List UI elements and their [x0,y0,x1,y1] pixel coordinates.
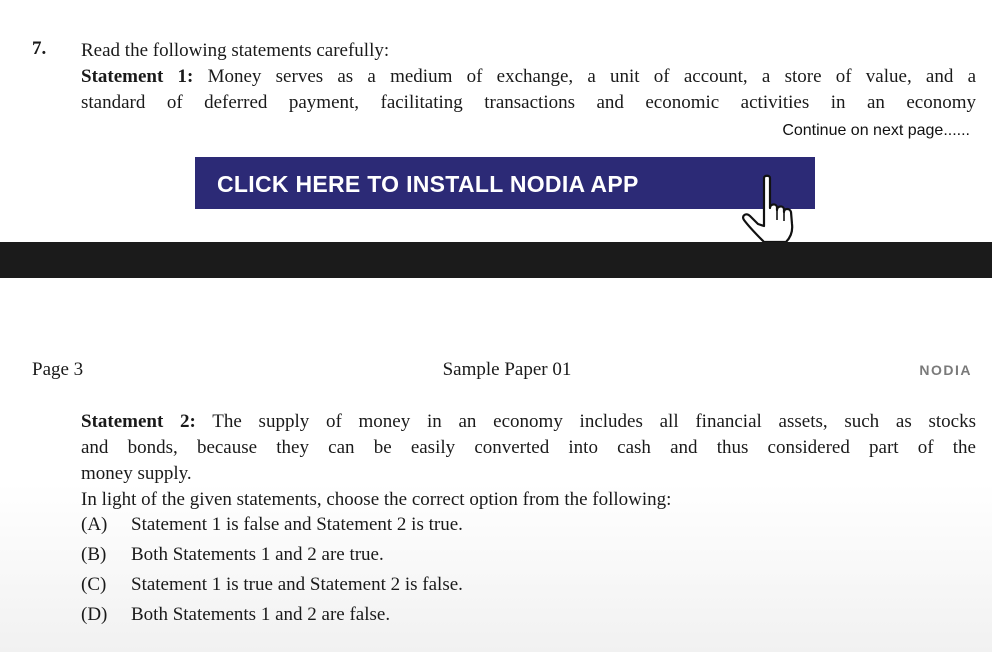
hand-pointer-icon [738,174,804,244]
option-letter: (B) [81,544,107,565]
statement2-block [81,409,976,513]
install-app-button[interactable]: CLICK HERE TO INSTALL NODIA APP [195,157,815,209]
page-separator [0,242,992,278]
option-c [81,572,463,602]
option-letter: (A) [81,514,108,535]
question-body [81,38,976,116]
page-top [0,0,992,242]
statement2-label: Statement 2: [81,411,196,432]
continue-note: Continue on next page...... [782,122,970,139]
paper-title: Sample Paper 01 [442,359,572,380]
option-text: Both Statements 1 and 2 are true. [131,544,384,565]
question-number: 7. [32,38,47,59]
question-prompt: In light of the given statements, choose the correct option from the following: [81,489,672,510]
statement2-text-1: The supply of money in an economy includes all financial assets, such as stocks [212,411,976,432]
statement2-line2: and bonds, because they can be easily converted into cash and thus considered part of the [81,437,976,458]
option-text: Statement 1 is true and Statement 2 is false. [131,574,463,595]
option-text: Statement 1 is false and Statement 2 is true. [131,514,463,535]
option-text: Both Statements 1 and 2 are false. [131,604,391,625]
statement2-line1 [81,409,976,435]
statement1-line2: standard of deferred payment, facilitating transactions and economic activities in an economy [81,92,976,113]
question-intro: Read the following statements carefully: [81,40,390,61]
statement1-text-1: Money serves as a medium of exchange, a unit of account, a store of value, and a [207,66,977,87]
option-b [81,542,463,572]
option-letter: (C) [81,574,107,595]
statement1-label: Statement 1: [81,66,194,87]
option-letter: (D) [81,604,108,625]
answer-options [81,512,463,632]
page-number: Page 3 [32,359,84,380]
option-d [81,602,463,632]
option-a [81,512,463,542]
statement2-line3: money supply. [81,463,192,484]
statement1-line1 [81,64,976,90]
nodia-logo: NODIA [919,362,972,378]
